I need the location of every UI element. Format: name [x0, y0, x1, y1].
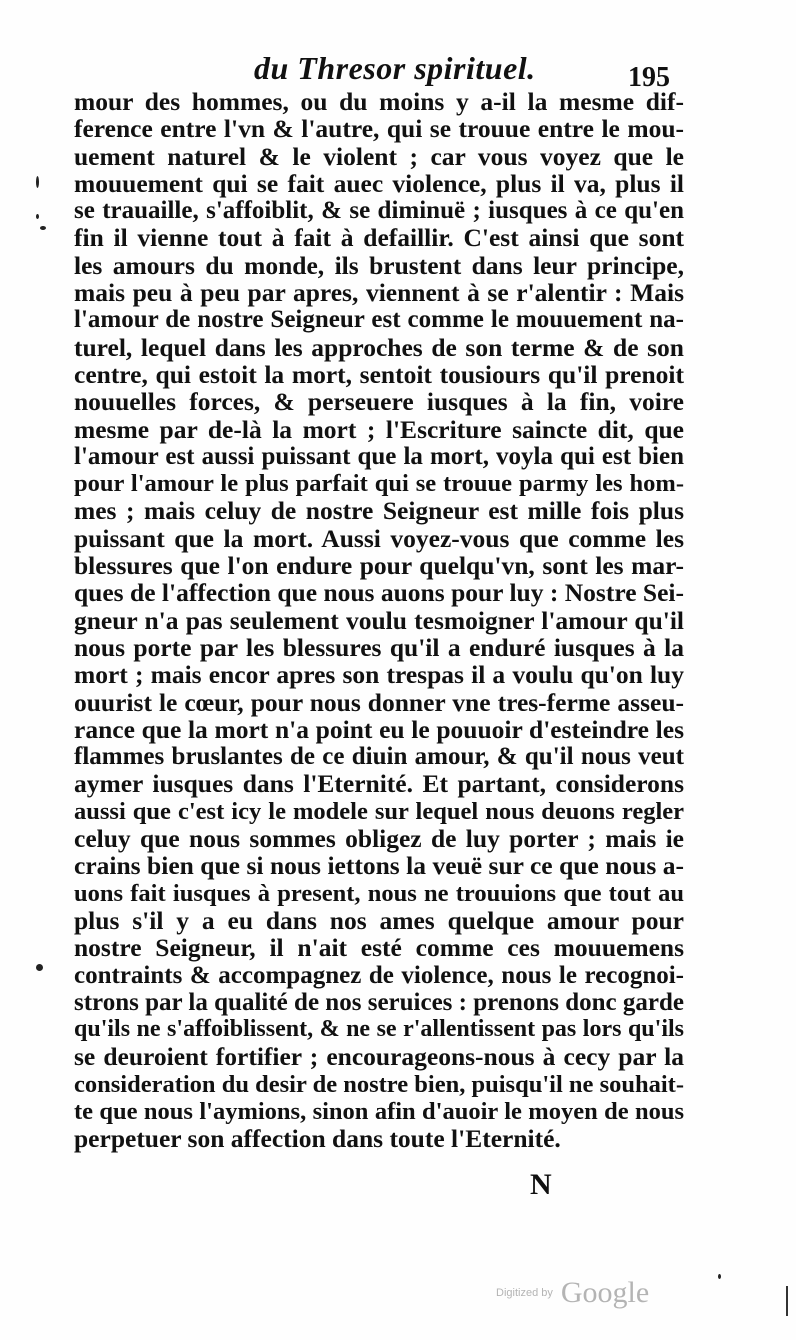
- text-line: nostre Seigneur, il n'ait esté comme ces mouuemens: [74, 933, 684, 963]
- text-line: perpetuer son affection dans toute l'Eternité.: [74, 1124, 561, 1154]
- text-line: centre, qui estoit la mort, sentoit tousiours qu'il prenoit: [74, 359, 684, 389]
- text-line: les amours du monde, ils brustent dans leur principe,: [74, 250, 684, 280]
- text-line: l'amour est aussi puissant que la mort, voyla qui est bien: [74, 442, 684, 470]
- text-line: mes ; mais celuy de nostre Seigneur est mille fois plus: [74, 496, 684, 526]
- text-line: ference entre l'vn & l'autre, qui se trouue entre le mou-: [74, 114, 684, 144]
- page-edge-mark: [786, 1286, 788, 1316]
- text-line: nouuelles forces, & perseuere iusques à la fin, voire: [74, 387, 684, 417]
- text-line: turel, lequel dans les approches de son terme & de son: [74, 332, 684, 362]
- page-number: 195: [628, 62, 670, 93]
- text-line: crains bien que si nous iettons la veuë sur ce que nous a-: [74, 851, 684, 881]
- body-text: [74, 88, 684, 1153]
- text-line: plus s'il y a eu dans nos ames quelque amour pour: [74, 905, 684, 935]
- text-line: flammes bruslantes de ce diuin amour, & qu'il nous veut: [74, 743, 684, 771]
- text-line: gneur n'a pas seulement voulu tesmoigner l'amour qu'il: [74, 605, 684, 635]
- text-line: rance que la mort n'a point eu le pouuoir d'esteindre les: [74, 714, 684, 744]
- text-line: mouuement qui se fait auec violence, plus il va, plus il: [74, 168, 684, 198]
- margin-speck: [718, 1274, 721, 1279]
- text-line: contraints & accompagnez de violence, nous le recognoi-: [74, 961, 684, 989]
- text-line: uons fait iusques à present, nous ne trouuions que tout au: [74, 879, 684, 907]
- text-line: mort ; mais encor apres son trespas il a voulu qu'on luy: [74, 660, 684, 690]
- margin-speck: [36, 176, 39, 188]
- text-line: celuy que nous sommes obligez de luy porter ; mais ie: [74, 824, 684, 854]
- text-line: fin il vienne tout à fait à defaillir. C'est ainsi que sont: [74, 223, 684, 253]
- margin-speck: [40, 226, 46, 230]
- digitized-watermark: [496, 1276, 649, 1310]
- text-line: ouurist le cœur, pour nous donner vne tres-ferme asseu-: [74, 687, 684, 717]
- text-line: pour l'amour le plus parfait qui se trouue parmy les hom-: [74, 470, 684, 498]
- running-title: du Thresor spirituel.: [254, 50, 536, 86]
- catchword: N: [530, 1168, 552, 1201]
- text-line: nous porte par les blessures qu'il a enduré iusques à la: [74, 632, 684, 662]
- text-line: mais peu à peu par apres, viennent à se r'alentir : Mais: [74, 278, 684, 308]
- text-line: mour des hommes, ou du moins y a-il la mesme dif-: [74, 87, 684, 116]
- watermark-small-text: Digitized by: [496, 1287, 553, 1299]
- text-line: consideration du desir de nostre bien, puisqu'il ne souhait-: [74, 1070, 684, 1098]
- text-line: te que nous l'aymions, sinon afin d'auoir le moyen de nous: [74, 1097, 684, 1125]
- text-line: aymer iusques dans l'Eternité. Et partant, considerons: [74, 769, 684, 799]
- text-line: blessures que l'on endure pour quelqu'vn, sont les mar-: [74, 551, 684, 581]
- text-line: ques de l'affection que nous auons pour luy : Nostre Sei-: [74, 578, 684, 608]
- text-line: l'amour de nostre Seigneur est comme le mouuement na-: [74, 306, 684, 334]
- text-line: se trauaille, s'affoiblit, & se diminuë ; iusques à ce qu'en: [74, 197, 684, 225]
- text-line: strons par la qualité de nos seruices : prenons donc garde: [74, 988, 684, 1016]
- margin-speck: [36, 214, 39, 219]
- watermark-logo-text: Google: [560, 1276, 650, 1309]
- text-line: mesme par de-là la mort ; l'Escriture saincte dit, que: [74, 414, 684, 444]
- text-line: puissant que la mort. Aussi voyez-vous que comme les: [74, 523, 684, 553]
- text-line: uement naturel & le violent ; car vous voyez que le: [74, 141, 684, 171]
- text-line: qu'ils ne s'affoiblissent, & ne se r'allentissent pas lors qu'ils: [74, 1016, 684, 1043]
- margin-speck: [36, 964, 43, 971]
- text-line: se deuroient fortifier ; encourageons-nous à cecy par la: [74, 1042, 684, 1072]
- running-head: [0, 48, 796, 92]
- text-line: aussi que c'est icy le modele sur lequel nous deuons regler: [74, 797, 684, 825]
